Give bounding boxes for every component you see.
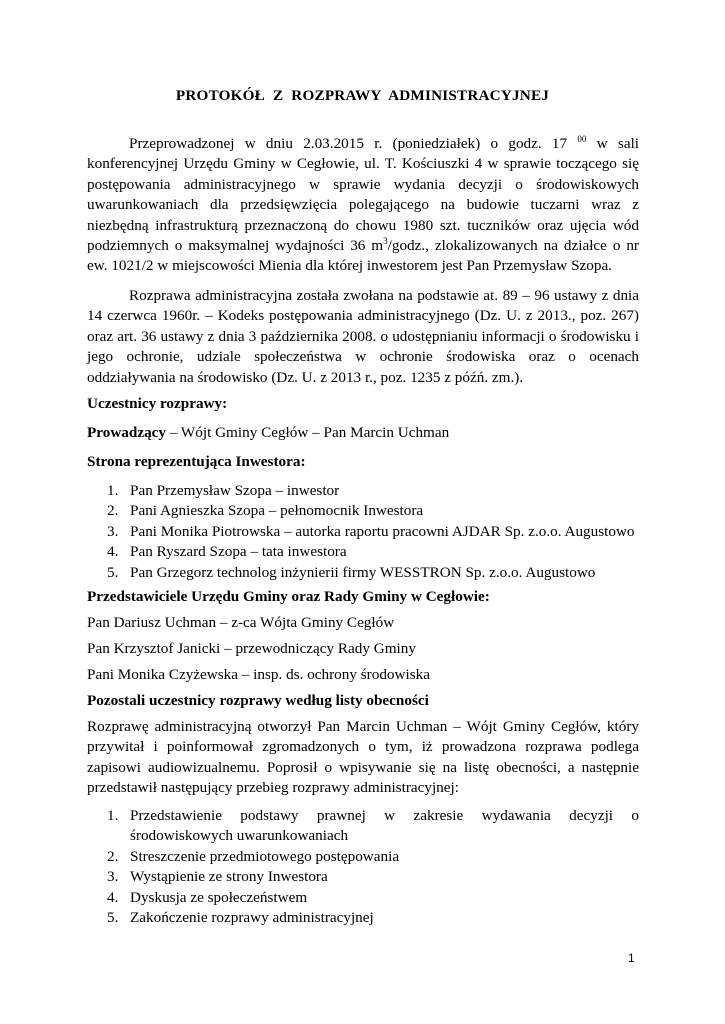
official-line: Pan Krzysztof Janicki – przewodniczący Rady Gminy <box>87 640 416 657</box>
list-item: 3. Pani Monika Piotrowska – autorka raportu pracowni AJDAR Sp. z.o.o. Augustowo <box>107 522 635 540</box>
official-line: Pan Dariusz Uchman – z-ca Wójta Gminy Cegłów <box>87 614 395 631</box>
officials-heading: Przedstawiciele Urzędu Gminy oraz Rady Gminy w Cegłowie: <box>87 588 490 605</box>
time-superscript: 00 <box>577 134 587 144</box>
investor-heading: Strona reprezentująca Inwestora: <box>87 453 306 470</box>
list-item: 4. Pan Ryszard Szopa – tata inwestora <box>107 543 347 561</box>
legal-basis-paragraph: Rozprawa administracyjna została zwołana na podstawie at. 89 – 96 ustawy z dnia 14 czerwca 1960r. – Kodeks postępowania administracyjnego (Dz. U. z 2013., poz. 267) oraz art. 36 ustawy z dnia 3 października 2008. o udostępnianiu informacji o środowisku i jego ochronie, udziale społeczeństwa w ochronie środowiska oraz o ocenach oddziaływania na środowisko (Dz. U. z 2013 r., poz. 1235 z późń. zm.). <box>87 287 639 386</box>
investor-list <box>87 481 639 583</box>
list-item: 2. Pani Agnieszka Szopa – pełnomocnik Inwestora <box>107 502 424 520</box>
agenda-list <box>87 806 639 928</box>
chair-label: Prowadzący <box>87 424 167 441</box>
list-item: 2. Streszczenie przedmiotowego postępowania <box>107 847 400 865</box>
list-item: 5. Pan Grzegorz technolog inżynierii firmy WESSTRON Sp. z.o.o. Augustowo <box>107 563 596 581</box>
official-line: Pani Monika Czyżewska – insp. ds. ochrony środowiska <box>87 666 430 683</box>
chair-text: – Wójt Gminy Cegłów – Pan Marcin Uchman <box>166 424 450 441</box>
list-item: 3. Wystąpienie ze strony Inwestora <box>107 868 328 886</box>
others-heading: Pozostali uczestnicy rozprawy według listy obecności <box>87 692 429 709</box>
opening-paragraph: Rozprawę administracyjną otworzył Pan Marcin Uchman – Wójt Gminy Cegłów, który przywitał i poinformował zgromadzonych o tym, iż prowadzona rozprawa podlega zapisowi audiowizualnemu. Poprosił o wpisywanie się na listę obecności, a następnie przedstawił następujący przebieg rozprawy administracyjnej: <box>87 718 639 797</box>
unit-superscript: 3 <box>383 236 388 247</box>
list-item: 1. Przedstawienie podstawy prawnej w zakresie wydawania decyzji o środowiskowych uwarunkowaniach <box>107 807 639 845</box>
page-number: 1 <box>628 951 635 965</box>
document-title: PROTOKÓŁ Z ROZPRAWY ADMINISTRACYJNEJ <box>175 87 550 104</box>
participants-heading: Uczestnicy rozprawy: <box>87 395 228 412</box>
list-item: 4. Dyskusja ze społeczeństwem <box>107 888 308 906</box>
list-item: 5. Zakończenie rozprawy administracyjnej <box>107 909 374 927</box>
list-item: 1. Pan Przemysław Szopa – inwestor <box>107 482 340 499</box>
chair-line <box>87 423 639 443</box>
intro-paragraph: Przeprowadzonej w dniu 2.03.2015 r. (poniedziałek) o godz. 17 $^{00}$ w sali konferencyjnej Urzędu Gminy w Cegłowie, ul. T. Kościuszki 4 w sprawie toczącego się postępowania administracyjnego w sprawie wydania decyzji o środowiskowych uwarunkowaniach dla przedsięwzięcia polegającego na budowie tuczarni wraz z niezbędną infrastrukturą przeznaczoną do chowu 1980 szt. tuczników oraz ujęcia wód podziemnych o maksymalnej wydajności 36 $m^3$/godz., zlokalizowanych na działce o nr ew. 1021/2 w miejscowości Mienia dla której inwestorem jest Pan Przemysław Szopa. <box>87 134 640 275</box>
